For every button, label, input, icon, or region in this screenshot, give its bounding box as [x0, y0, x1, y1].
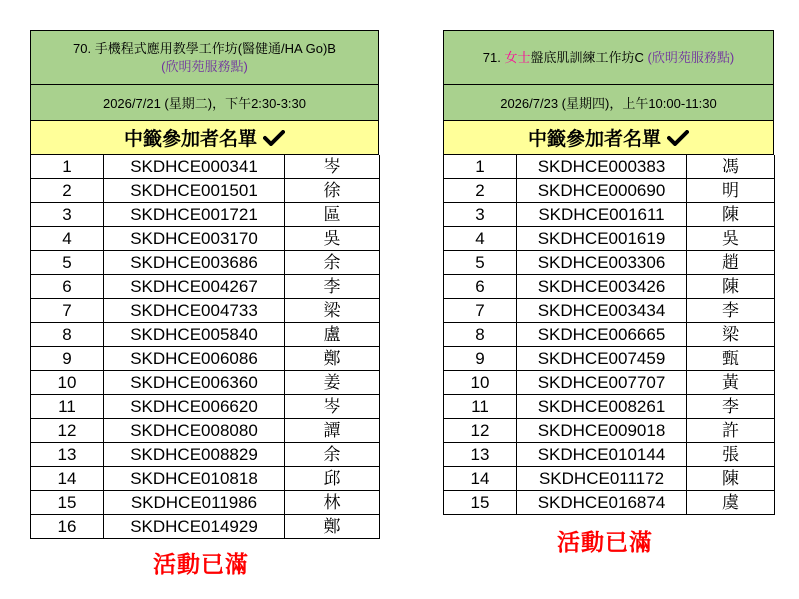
table-row — [444, 443, 775, 467]
row-number: 11 — [31, 395, 104, 419]
workshop-title-text: 盤底肌訓練工作坊C — [530, 49, 644, 65]
row-number: 1 — [444, 155, 517, 179]
table-row — [444, 155, 775, 179]
table-row — [444, 299, 775, 323]
table-row — [31, 419, 380, 443]
row-number: 14 — [31, 467, 104, 491]
participant-code: SKDHCE003306 — [517, 251, 687, 275]
table-row — [31, 203, 380, 227]
participant-code: SKDHCE011986 — [104, 491, 285, 515]
participant-code: SKDHCE011172 — [517, 467, 687, 491]
participant-code: SKDHCE004733 — [104, 299, 285, 323]
table-row — [31, 227, 380, 251]
row-number: 12 — [444, 419, 517, 443]
participant-surname: 林 — [285, 491, 380, 515]
row-number: 15 — [444, 491, 517, 515]
row-number: 14 — [444, 467, 517, 491]
participant-code: SKDHCE000341 — [104, 155, 285, 179]
participant-code: SKDHCE007459 — [517, 347, 687, 371]
table-row — [444, 347, 775, 371]
participant-surname: 鄭 — [285, 515, 380, 539]
row-number: 1 — [31, 155, 104, 179]
row-number: 2 — [444, 179, 517, 203]
workshop-date: 2026/7/23 (星期四)，上午10:00-11:30 — [500, 96, 717, 111]
table-row — [444, 419, 775, 443]
participant-code: SKDHCE006620 — [104, 395, 285, 419]
workshop-venue: (欣明苑服務點) — [647, 49, 735, 65]
table-row — [31, 491, 380, 515]
participant-surname: 李 — [687, 395, 775, 419]
row-number: 10 — [31, 371, 104, 395]
participant-surname: 陳 — [687, 275, 775, 299]
checkmark-icon — [263, 130, 285, 146]
participant-surname: 陳 — [687, 203, 775, 227]
workshop-title-header — [443, 30, 774, 84]
table-row — [444, 275, 775, 299]
participant-surname: 李 — [687, 299, 775, 323]
winners-table — [30, 155, 380, 539]
table-row — [31, 251, 380, 275]
participant-code: SKDHCE004267 — [104, 275, 285, 299]
participant-code: SKDHCE008829 — [104, 443, 285, 467]
winners-list-title — [30, 120, 379, 155]
participant-code: SKDHCE003170 — [104, 227, 285, 251]
row-number: 7 — [444, 299, 517, 323]
participant-code: SKDHCE008261 — [517, 395, 687, 419]
workshop-title-highlight: 女士 — [504, 49, 531, 65]
participant-surname: 譚 — [285, 419, 380, 443]
table-row — [31, 443, 380, 467]
participant-code: SKDHCE010144 — [517, 443, 687, 467]
winners-list-title — [443, 120, 774, 155]
participant-surname: 甄 — [687, 347, 775, 371]
participant-surname: 盧 — [285, 323, 380, 347]
table-row — [31, 515, 380, 539]
participant-code: SKDHCE007707 — [517, 371, 687, 395]
table-row — [31, 299, 380, 323]
participant-surname: 李 — [285, 275, 380, 299]
participant-surname: 姜 — [285, 371, 380, 395]
winners-table — [443, 155, 775, 515]
table-row — [444, 467, 775, 491]
participant-surname: 岑 — [285, 155, 380, 179]
participant-code: SKDHCE009018 — [517, 419, 687, 443]
table-row — [444, 203, 775, 227]
participant-surname: 黃 — [687, 371, 775, 395]
workshop-70-panel — [30, 30, 379, 539]
participant-code: SKDHCE006086 — [104, 347, 285, 371]
participant-surname: 邱 — [285, 467, 380, 491]
workshop-number: 71. — [482, 49, 501, 65]
participant-surname: 徐 — [285, 179, 380, 203]
participant-code: SKDHCE005840 — [104, 323, 285, 347]
row-number: 12 — [31, 419, 104, 443]
participant-code: SKDHCE008080 — [104, 419, 285, 443]
row-number: 5 — [444, 251, 517, 275]
row-number: 15 — [31, 491, 104, 515]
participant-surname: 吳 — [687, 227, 775, 251]
participant-surname: 明 — [687, 179, 775, 203]
participant-surname: 吳 — [285, 227, 380, 251]
participant-code: SKDHCE001619 — [517, 227, 687, 251]
row-number: 13 — [444, 443, 517, 467]
activity-full-label: 活動已滿 — [557, 530, 653, 556]
checkmark-icon — [667, 130, 689, 146]
table-row — [31, 347, 380, 371]
participant-surname: 梁 — [687, 323, 775, 347]
workshop-title: 70. 手機程式應用教學工作坊(醫健通/HA Go)B — [73, 40, 336, 56]
table-row — [444, 179, 775, 203]
participant-code: SKDHCE003426 — [517, 275, 687, 299]
table-row — [444, 491, 775, 515]
workshop-date-header — [443, 84, 774, 120]
row-number: 4 — [444, 227, 517, 251]
table-row — [31, 467, 380, 491]
participant-code: SKDHCE000383 — [517, 155, 687, 179]
participant-surname: 陳 — [687, 467, 775, 491]
participant-surname: 梁 — [285, 299, 380, 323]
row-number: 10 — [444, 371, 517, 395]
workshop-date-header — [30, 84, 379, 120]
participant-code: SKDHCE006665 — [517, 323, 687, 347]
participant-code: SKDHCE014929 — [104, 515, 285, 539]
row-number: 7 — [31, 299, 104, 323]
table-row — [31, 371, 380, 395]
table-row — [31, 179, 380, 203]
participant-code: SKDHCE016874 — [517, 491, 687, 515]
participant-surname: 區 — [285, 203, 380, 227]
participant-surname: 張 — [687, 443, 775, 467]
winners-list-label: 中籤參加者名單 — [123, 129, 257, 150]
row-number: 2 — [31, 179, 104, 203]
workshop-date: 2026/7/21 (星期二)，下午2:30-3:30 — [102, 96, 307, 111]
table-row — [31, 323, 380, 347]
winners-list-label: 中籤參加者名單 — [527, 129, 661, 150]
row-number: 9 — [31, 347, 104, 371]
participant-code: SKDHCE001611 — [517, 203, 687, 227]
participant-code: SKDHCE003434 — [517, 299, 687, 323]
row-number: 6 — [31, 275, 104, 299]
participant-surname: 許 — [687, 419, 775, 443]
participant-code: SKDHCE000690 — [517, 179, 687, 203]
participant-surname: 虞 — [687, 491, 775, 515]
row-number: 8 — [31, 323, 104, 347]
participant-surname: 趙 — [687, 251, 775, 275]
participant-surname: 岑 — [285, 395, 380, 419]
row-number: 16 — [31, 515, 104, 539]
table-row — [31, 155, 380, 179]
participant-code: SKDHCE010818 — [104, 467, 285, 491]
row-number: 3 — [31, 203, 104, 227]
row-number: 9 — [444, 347, 517, 371]
workshop-venue: (欣明苑服務點) — [161, 58, 248, 74]
row-number: 11 — [444, 395, 517, 419]
table-row — [444, 395, 775, 419]
row-number: 4 — [31, 227, 104, 251]
workshop-71-panel — [443, 30, 774, 515]
participant-surname: 鄭 — [285, 347, 380, 371]
table-row — [444, 323, 775, 347]
activity-full-label: 活動已滿 — [153, 552, 249, 578]
participant-surname: 馮 — [687, 155, 775, 179]
participant-code: SKDHCE003686 — [104, 251, 285, 275]
row-number: 8 — [444, 323, 517, 347]
participant-surname: 余 — [285, 443, 380, 467]
table-row — [31, 395, 380, 419]
workshop-title-header — [30, 30, 379, 84]
table-row — [444, 227, 775, 251]
participant-code: SKDHCE001501 — [104, 179, 285, 203]
workshop-title — [483, 49, 734, 67]
participant-surname: 余 — [285, 251, 380, 275]
participant-code: SKDHCE001721 — [104, 203, 285, 227]
participant-code: SKDHCE006360 — [104, 371, 285, 395]
row-number: 6 — [444, 275, 517, 299]
row-number: 3 — [444, 203, 517, 227]
table-row — [31, 275, 380, 299]
row-number: 5 — [31, 251, 104, 275]
table-row — [444, 371, 775, 395]
row-number: 13 — [31, 443, 104, 467]
table-row — [444, 251, 775, 275]
